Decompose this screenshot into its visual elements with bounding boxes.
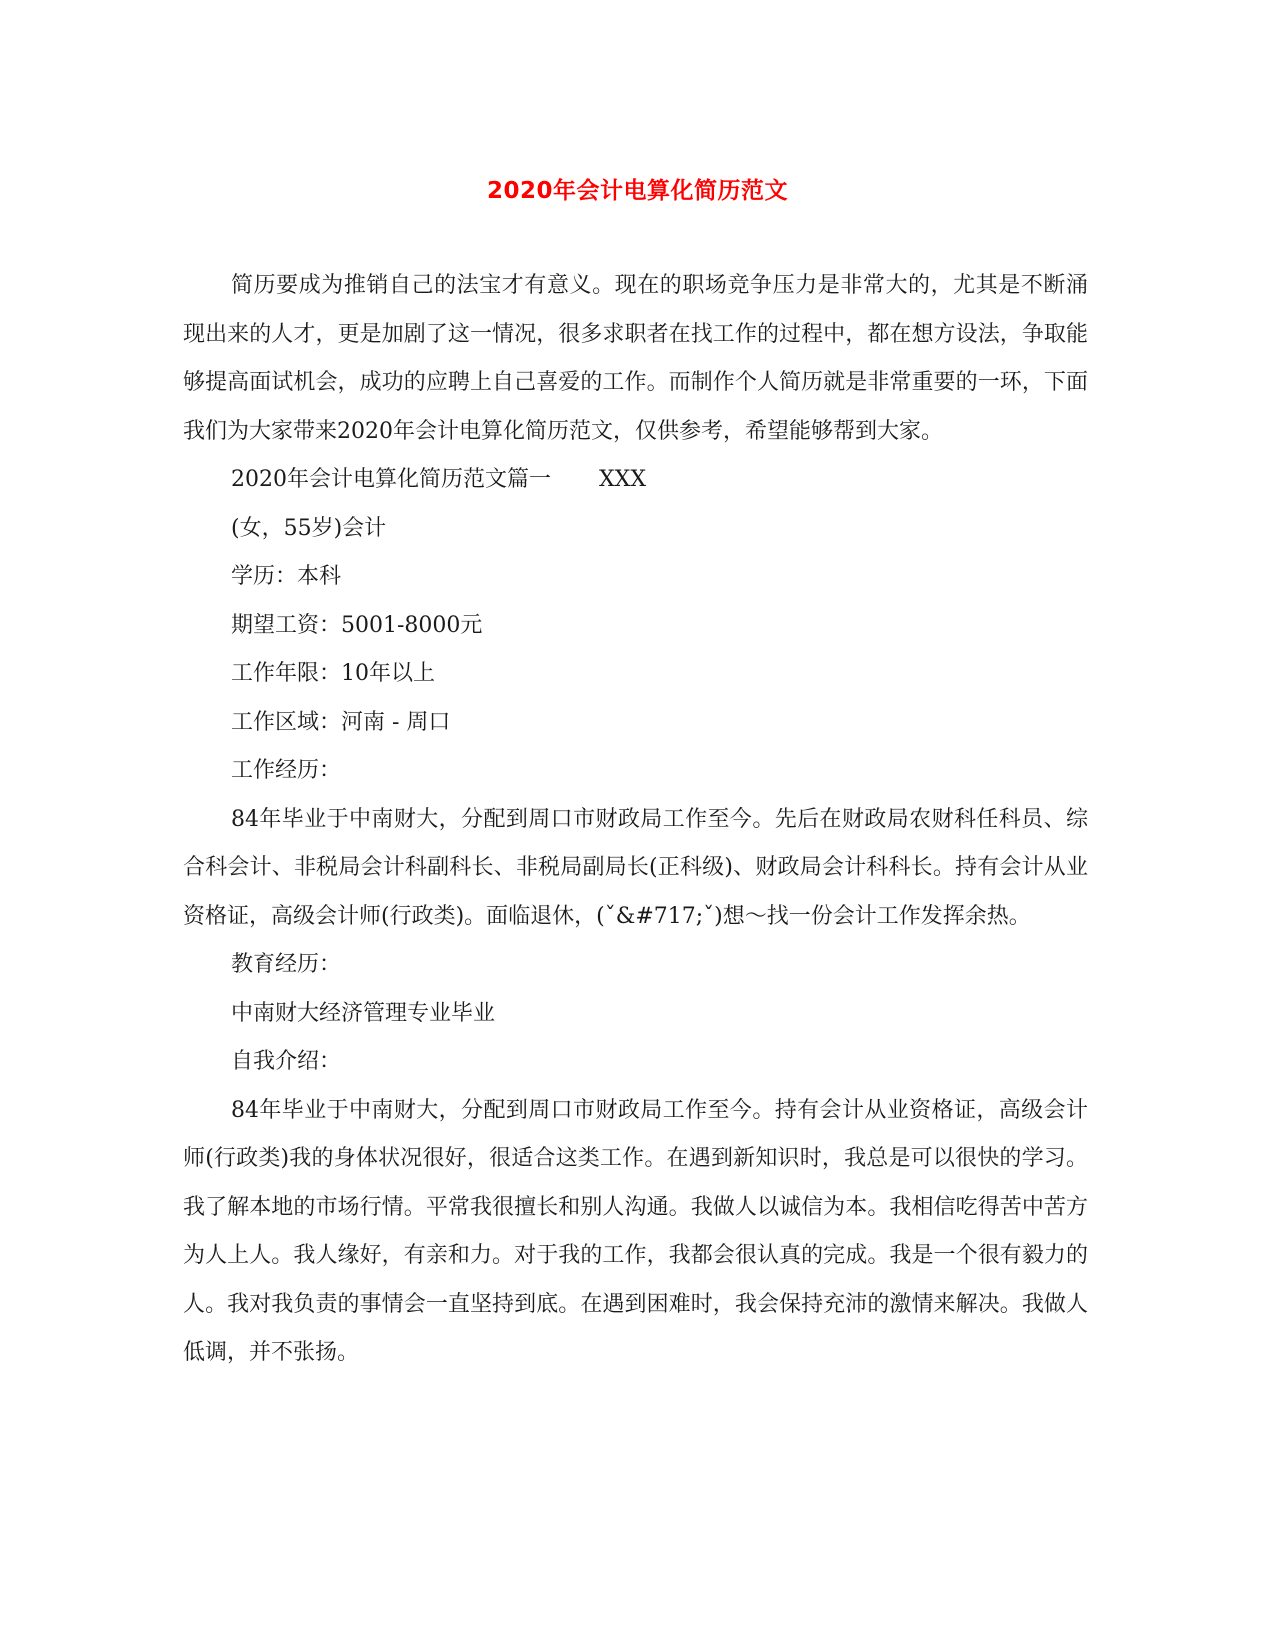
section-title: 2020年会计电算化简历范文篇一 (231, 467, 551, 492)
work-heading: 工作经历： (231, 758, 342, 783)
salary-line: 期望工资：5001-8000元 (231, 612, 483, 638)
section-name: XXX (599, 467, 646, 492)
education-paragraph: 中南财大经济管理专业毕业 (231, 1000, 496, 1026)
profile-line: (女，55岁)会计 (231, 515, 387, 541)
education-level-line: 学历：本科 (231, 564, 342, 589)
self-intro-paragraph: 84年毕业于中南财大，分配到周口市财政局工作至今。持有会计从业资格证，高级会计师(行政类)我的身体状况很好，很适合这类工作。在遇到新知识时，我总是可以很快的学习。我了解本地的市场行情。平常我很擅长和别人沟通。我做人以诚信为本。我相信吃得苦中苦方为人上人。我人缘好，有亲和力。对于我的工作，我都会很认真的完成。我是一个很有毅力的人。我对我负责的事情会一直坚持到底。在遇到困难时，我会保持充沛的激情来解决。我做人低调，并不张扬。 (183, 1097, 1088, 1365)
document-body (183, 262, 1088, 1378)
section-heading-line (183, 456, 1088, 505)
years-line: 工作年限：10年以上 (231, 661, 435, 686)
intro-paragraph: 简历要成为推销自己的法宝才有意义。现在的职场竞争压力是非常大的，尤其是不断涌现出来的人才，更是加剧了这一情况，很多求职者在找工作的过程中，都在想方设法，争取能够提高面试机会，成功的应聘上自己喜爱的工作。而制作个人简历就是非常重要的一环，下面我们为大家带来2020年会计电算化简历范文，仅供参考，希望能够帮到大家。 (183, 273, 1088, 444)
work-paragraph: 84年毕业于中南财大，分配到周口市财政局工作至今。先后在财政局农财科任科员、综合科会计、非税局会计科副科长、非税局副局长(正科级)、财政局会计科科长。持有会计从业资格证，高级会计师(行政类)。面临退休，(ˇ&#717;ˇ)想～找一份会计工作发挥余热。 (183, 806, 1088, 929)
education-heading: 教育经历： (231, 952, 342, 977)
self-intro-heading: 自我介绍： (231, 1049, 342, 1074)
region-line: 工作区域：河南 - 周口 (231, 709, 451, 735)
document-title: 2020年会计电算化简历范文 (486, 178, 788, 204)
